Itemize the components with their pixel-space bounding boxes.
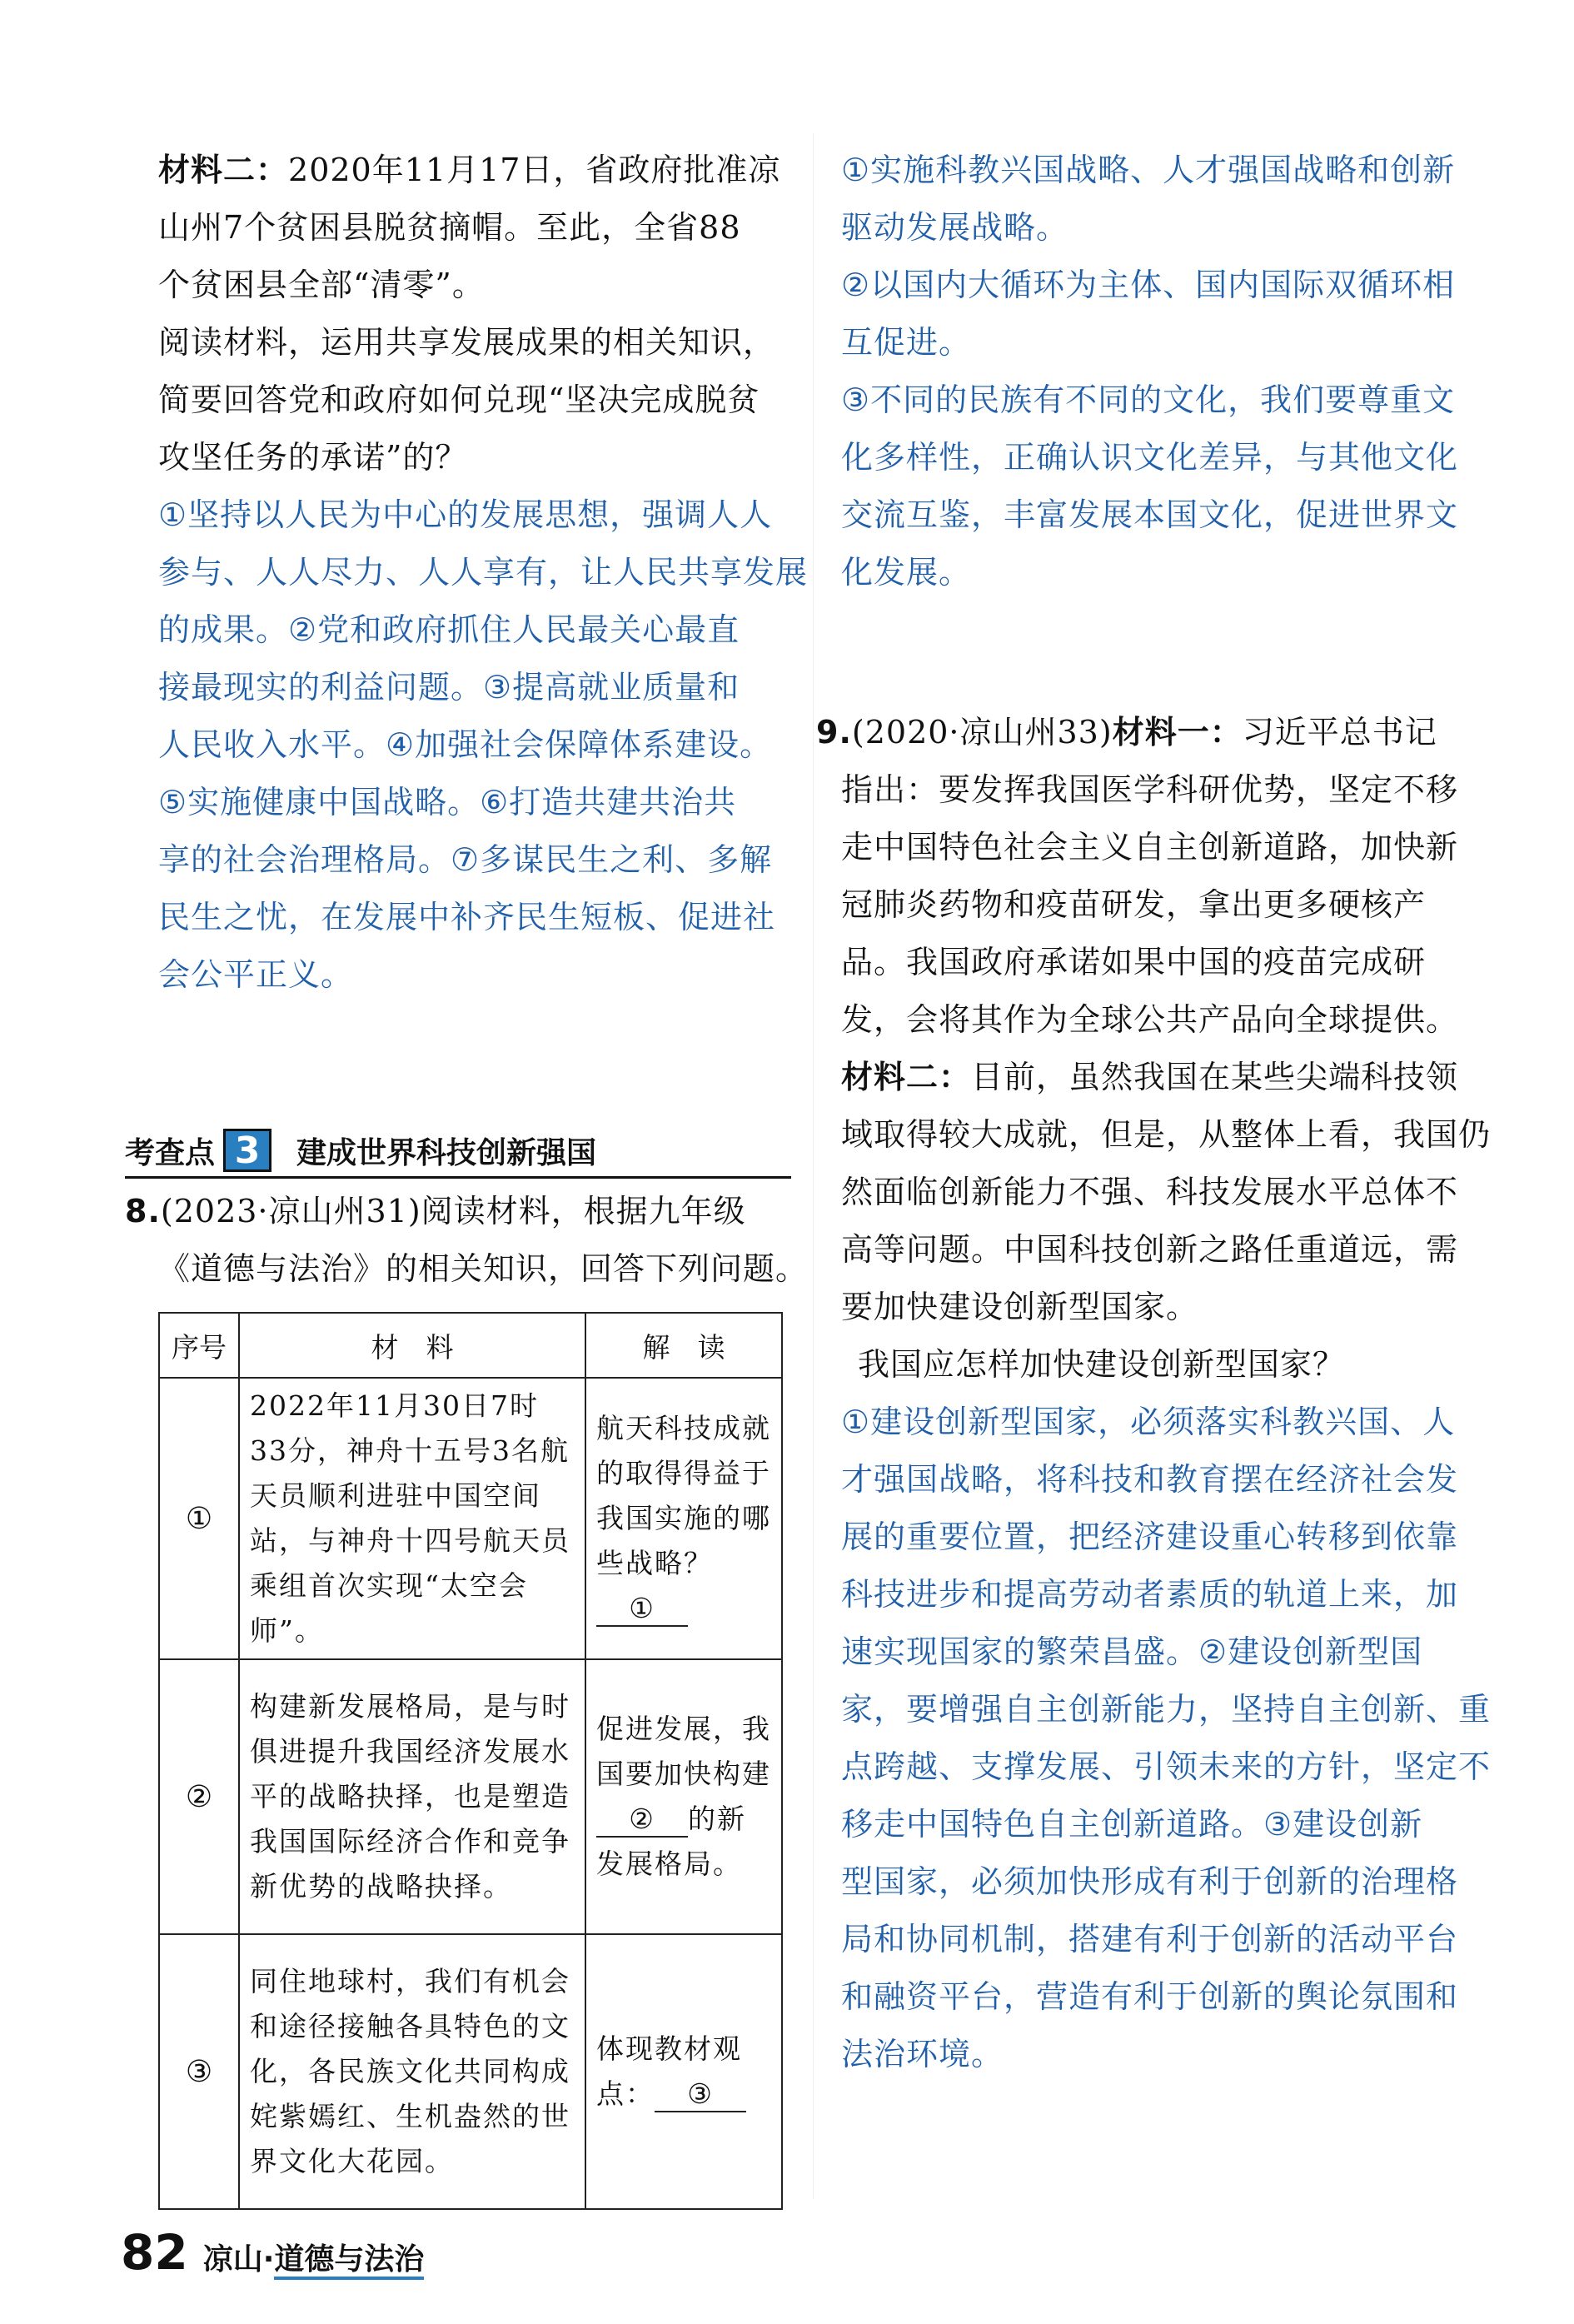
answer-line-9: 会公平正义。 bbox=[158, 956, 354, 993]
spacer bbox=[841, 601, 1507, 704]
footer-region: 凉山 bbox=[202, 2242, 263, 2277]
answer-line-3: 的成果。②党和政府抓住人民最关心最直 bbox=[158, 611, 740, 648]
row-material: 构建新发展格局，是与时俱进提升我国经济发展水平的战略抉择，也是塑造我国国际经济合作和竞争新优势的战略抉择。 bbox=[239, 1659, 585, 1934]
q9-material2-line-5: 要加快建设创新型国家。 bbox=[841, 1289, 1199, 1325]
row-material: 2022年11月30日7时33分，神舟十五号3名航天员顺利进驻中国空间站，与神舟十四号航天员乘组首次实现“太空会师”。 bbox=[239, 1378, 585, 1659]
q9-material2-line-2: 域取得较大成就，但是，从整体上看，我国仍 bbox=[841, 1116, 1492, 1153]
answer-blank-3: ③ bbox=[655, 2077, 746, 2112]
q9-answer-line-12: 法治环境。 bbox=[841, 2036, 1004, 2072]
material2-line-2: 山州7个贫困县脱贫摘帽。至此，全省88 bbox=[158, 209, 741, 246]
q9-material2-line-3: 然面临创新能力不强、科技发展水平总体不 bbox=[841, 1174, 1459, 1210]
q9-answer-line-8: 移走中国特色自主创新道路。③建设创新 bbox=[841, 1806, 1423, 1843]
q8-answer-line-6: 化多样性，正确认识文化差异，与其他文化 bbox=[841, 439, 1459, 476]
material2-line-3: 个贫困县全部“清零”。 bbox=[158, 267, 485, 303]
answer-line-8: 民生之忧，在发展中补齐民生短板、促进社 bbox=[158, 899, 776, 935]
row-interpret bbox=[585, 1378, 782, 1659]
question-line-1: 阅读材料，运用共享发展成果的相关知识， bbox=[158, 324, 776, 361]
answer-line-6: ⑤实施健康中国战略。⑥打造共建共治共 bbox=[158, 784, 737, 820]
question-line-2: 简要回答党和政府如何兑现“坚决完成脱贫 bbox=[158, 382, 760, 418]
q9-material2-label: 材料二： bbox=[841, 1059, 972, 1095]
q9-material1-line-5: 发，会将其作为全球公共产品向全球提供。 bbox=[841, 1001, 1459, 1038]
q9-question: 我国应怎样加快建设创新型国家？ bbox=[858, 1346, 1346, 1383]
material2-text-1: 2020年11月17日，省政府批准凉 bbox=[288, 152, 781, 188]
footer-title bbox=[203, 2236, 425, 2278]
row-no: ② bbox=[159, 1659, 239, 1934]
q9-material1-line-4: 品。我国政府承诺如果中国的疫苗完成研 bbox=[841, 944, 1427, 980]
interpret-text-pre: 促进发展，我国要加快构建 bbox=[596, 1713, 771, 1790]
q9-number: 9. bbox=[816, 714, 852, 751]
q9-material2-line-1 bbox=[841, 1049, 1507, 1106]
q8-answer-line-8: 化发展。 bbox=[841, 554, 972, 591]
q9-answer-line-1: ①建设创新型国家，必须落实科教兴国、人 bbox=[841, 1404, 1456, 1440]
q9-answer-line-7: 点跨越、支撑发展、引领未来的方针，坚定不 bbox=[841, 1748, 1492, 1785]
q8-text-1: (2023·凉山州31)阅读材料，根据九年级 bbox=[160, 1193, 746, 1229]
table-row bbox=[159, 1378, 782, 1659]
table-header-row bbox=[159, 1313, 782, 1378]
answer-blank-2: ② bbox=[596, 1803, 688, 1838]
header-interpret: 解 读 bbox=[585, 1313, 782, 1378]
table-row bbox=[159, 1934, 782, 2209]
header-material: 材 料 bbox=[239, 1313, 585, 1378]
q8-line-2: 《道德与法治》的相关知识，回答下列问题。 bbox=[158, 1250, 809, 1287]
q9-answer-line-6: 家，要增强自主创新能力，坚持自主创新、重 bbox=[841, 1691, 1492, 1728]
row-material: 同住地球村，我们有机会和途径接触各具特色的文化，各民族文化共同构成姹紫嫣红、生机盎然的世界文化大花园。 bbox=[239, 1934, 585, 2209]
q8-answer-line-5: ③不同的民族有不同的文化，我们要尊重文 bbox=[841, 382, 1456, 418]
answer-line-4: 接最现实的利益问题。③提高就业质量和 bbox=[158, 669, 740, 706]
q9-answer-line-10: 局和协同机制，搭建有利于创新的活动平台 bbox=[841, 1921, 1459, 1957]
interpret-text-post: 的新发展格局。 bbox=[596, 1803, 746, 1880]
question-8 bbox=[125, 1183, 809, 1298]
answer-line-1: ①坚持以人民为中心的发展思想，强调人人 bbox=[158, 496, 773, 533]
footer-subject: 道德与法治 bbox=[274, 2242, 424, 2280]
interpret-text: 体现教材观点： bbox=[596, 2032, 742, 2110]
q8-number: 8. bbox=[125, 1193, 161, 1229]
row-no: ① bbox=[159, 1378, 239, 1659]
row-interpret bbox=[585, 1934, 782, 2209]
q8-answer-line-7: 交流互鉴，丰富发展本国文化，促进世界文 bbox=[841, 496, 1459, 533]
row-interpret bbox=[585, 1659, 782, 1934]
left-column bbox=[158, 142, 809, 1004]
q9-material1-label: 材料一： bbox=[1112, 714, 1243, 751]
question-line-3: 攻坚任务的承诺”的？ bbox=[158, 439, 468, 476]
answer-line-7: 享的社会治理格局。⑦多谋民生之利、多解 bbox=[158, 841, 773, 878]
section-title: 建成世界科技创新强国 bbox=[296, 1135, 597, 1170]
q9-answer-line-4: 科技进步和提高劳动者素质的轨道上来，加 bbox=[841, 1576, 1459, 1613]
answer-blank-1: ① bbox=[596, 1592, 688, 1627]
page-number: 82 bbox=[121, 2224, 188, 2281]
section-tag: 考查点 bbox=[125, 1135, 216, 1170]
q9-material1-line-1: 指出：要发挥我国医学科研优势，坚定不移 bbox=[841, 771, 1459, 808]
q9-answer-line-5: 速实现国家的繁荣昌盛。②建设创新型国 bbox=[841, 1633, 1423, 1670]
q9-material1-line-2: 走中国特色社会主义自主创新道路，加快新 bbox=[841, 829, 1459, 865]
answer-line-2: 参与、人人尽力、人人享有，让人民共享发展 bbox=[158, 554, 809, 591]
q8-answer-line-4: 互促进。 bbox=[841, 324, 972, 361]
footer-dot: · bbox=[262, 2242, 275, 2277]
q9-answer-line-3: 展的重要位置，把经济建设重心转移到依靠 bbox=[841, 1519, 1459, 1555]
right-column bbox=[816, 142, 1507, 2083]
q9-source: (2020·凉山州33) bbox=[851, 714, 1113, 751]
q8-answer-line-3: ②以国内大循环为主体、国内国际双循环相 bbox=[841, 267, 1456, 303]
material2-line-1 bbox=[158, 142, 791, 199]
interpret-text: 航天科技成就的取得得益于我国实施的哪些战略？ bbox=[596, 1412, 771, 1579]
q9-answer-line-9: 型国家，必须加快形成有利于创新的治理格 bbox=[841, 1863, 1459, 1900]
row-no: ③ bbox=[159, 1934, 239, 2209]
q9-material2-line-4: 高等问题。中国科技创新之路任重道远，需 bbox=[841, 1231, 1459, 1268]
q8-line-1 bbox=[125, 1183, 791, 1240]
page-footer bbox=[121, 2224, 424, 2281]
q9-text-1: 习近平总书记 bbox=[1242, 714, 1437, 751]
q9-answer-line-2: 才强国战略，将科技和教育摆在经济社会发 bbox=[841, 1461, 1459, 1498]
q8-answer-line-1: ①实施科教兴国战略、人才强国战略和创新 bbox=[841, 152, 1456, 188]
answer-line-5: 人民收入水平。④加强社会保障体系建设。 bbox=[158, 726, 773, 763]
column-divider bbox=[813, 133, 814, 2199]
q9-answer-line-11: 和融资平台，营造有利于创新的舆论氛围和 bbox=[841, 1978, 1459, 2015]
material2-label: 材料二： bbox=[158, 152, 289, 188]
q9-line-1 bbox=[816, 704, 1507, 761]
q9-material2-text: 目前，虽然我国在某些尖端科技领 bbox=[971, 1059, 1459, 1095]
q8-table bbox=[158, 1312, 783, 2210]
header-no: 序号 bbox=[159, 1313, 239, 1378]
section-number-badge: 3 bbox=[223, 1129, 271, 1172]
q8-answer-line-2: 驱动发展战略。 bbox=[841, 209, 1069, 246]
q9-material1-line-3: 冠肺炎药物和疫苗研发，拿出更多硬核产 bbox=[841, 886, 1427, 923]
table-row bbox=[159, 1659, 782, 1934]
section-header bbox=[125, 1125, 791, 1179]
